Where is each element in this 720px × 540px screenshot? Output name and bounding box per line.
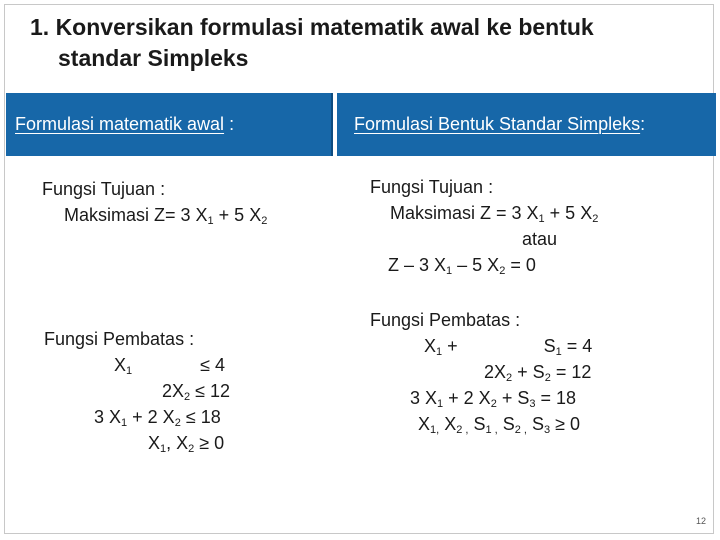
left-constraint-4: $X_1$, $X_2 \ge 0$ [148,433,225,455]
right-column-header [337,93,716,156]
right-header-colon: : [640,114,646,134]
left-constraint-2: $2X_2 \le 12$ [162,381,231,403]
left-objective-label: Fungsi Tujuan : [42,179,166,199]
right-header-label: Formulasi Bentuk Standar Simpleks [354,114,641,134]
right-constraint-4: $X_{1,}$ $X_{2 ,}$ $S_{1 ,}$ $S_{2 ,}$ $S_3 \ge 0$ [418,414,580,436]
right-constraint-2: $2X_2 + S_2 = 12$ [484,362,592,384]
right-constraints-label: Fungsi Pembatas : [370,310,521,330]
right-objective-atau: atau [522,229,558,249]
right-objective-expression: Maksimasi Z = 3 $X_1 + 5$ $X_2$ [390,203,599,225]
left-constraint-1: $X_1 \le 4$ [114,355,226,377]
right-constraint-3: 3 $X_1 + 2$ $X_2 + S_3 = 18$ [410,388,577,410]
left-header-label: Formulasi matematik awal [15,114,225,134]
right-constraint-1: $X_1 + S_1 = 4$ [424,336,593,358]
right-objective [370,174,598,278]
right-objective-z-expression: Z – 3 $X_1 - 5$ $X_2 = 0$ [388,255,536,277]
left-constraints [44,326,230,456]
left-constraint-3: 3 $X_1 + 2$ $X_2 \le 18$ [94,407,221,429]
title-line-1: 1. Konversikan formulasi matematik awal ke bentuk [30,14,594,40]
left-objective [42,176,267,228]
right-objective-label: Fungsi Tujuan : [370,177,494,197]
left-column-header [6,93,333,156]
left-constraints-label: Fungsi Pembatas : [44,329,195,349]
page-number: 12 [695,516,706,526]
slide-title [30,12,710,74]
left-objective-expression: Maksimasi Z= 3 $X_1 + 5$ $X_2$ [64,205,268,227]
left-header-colon: : [224,114,235,134]
title-line-2: standar Simpleks [58,45,249,71]
right-constraints [370,307,592,437]
